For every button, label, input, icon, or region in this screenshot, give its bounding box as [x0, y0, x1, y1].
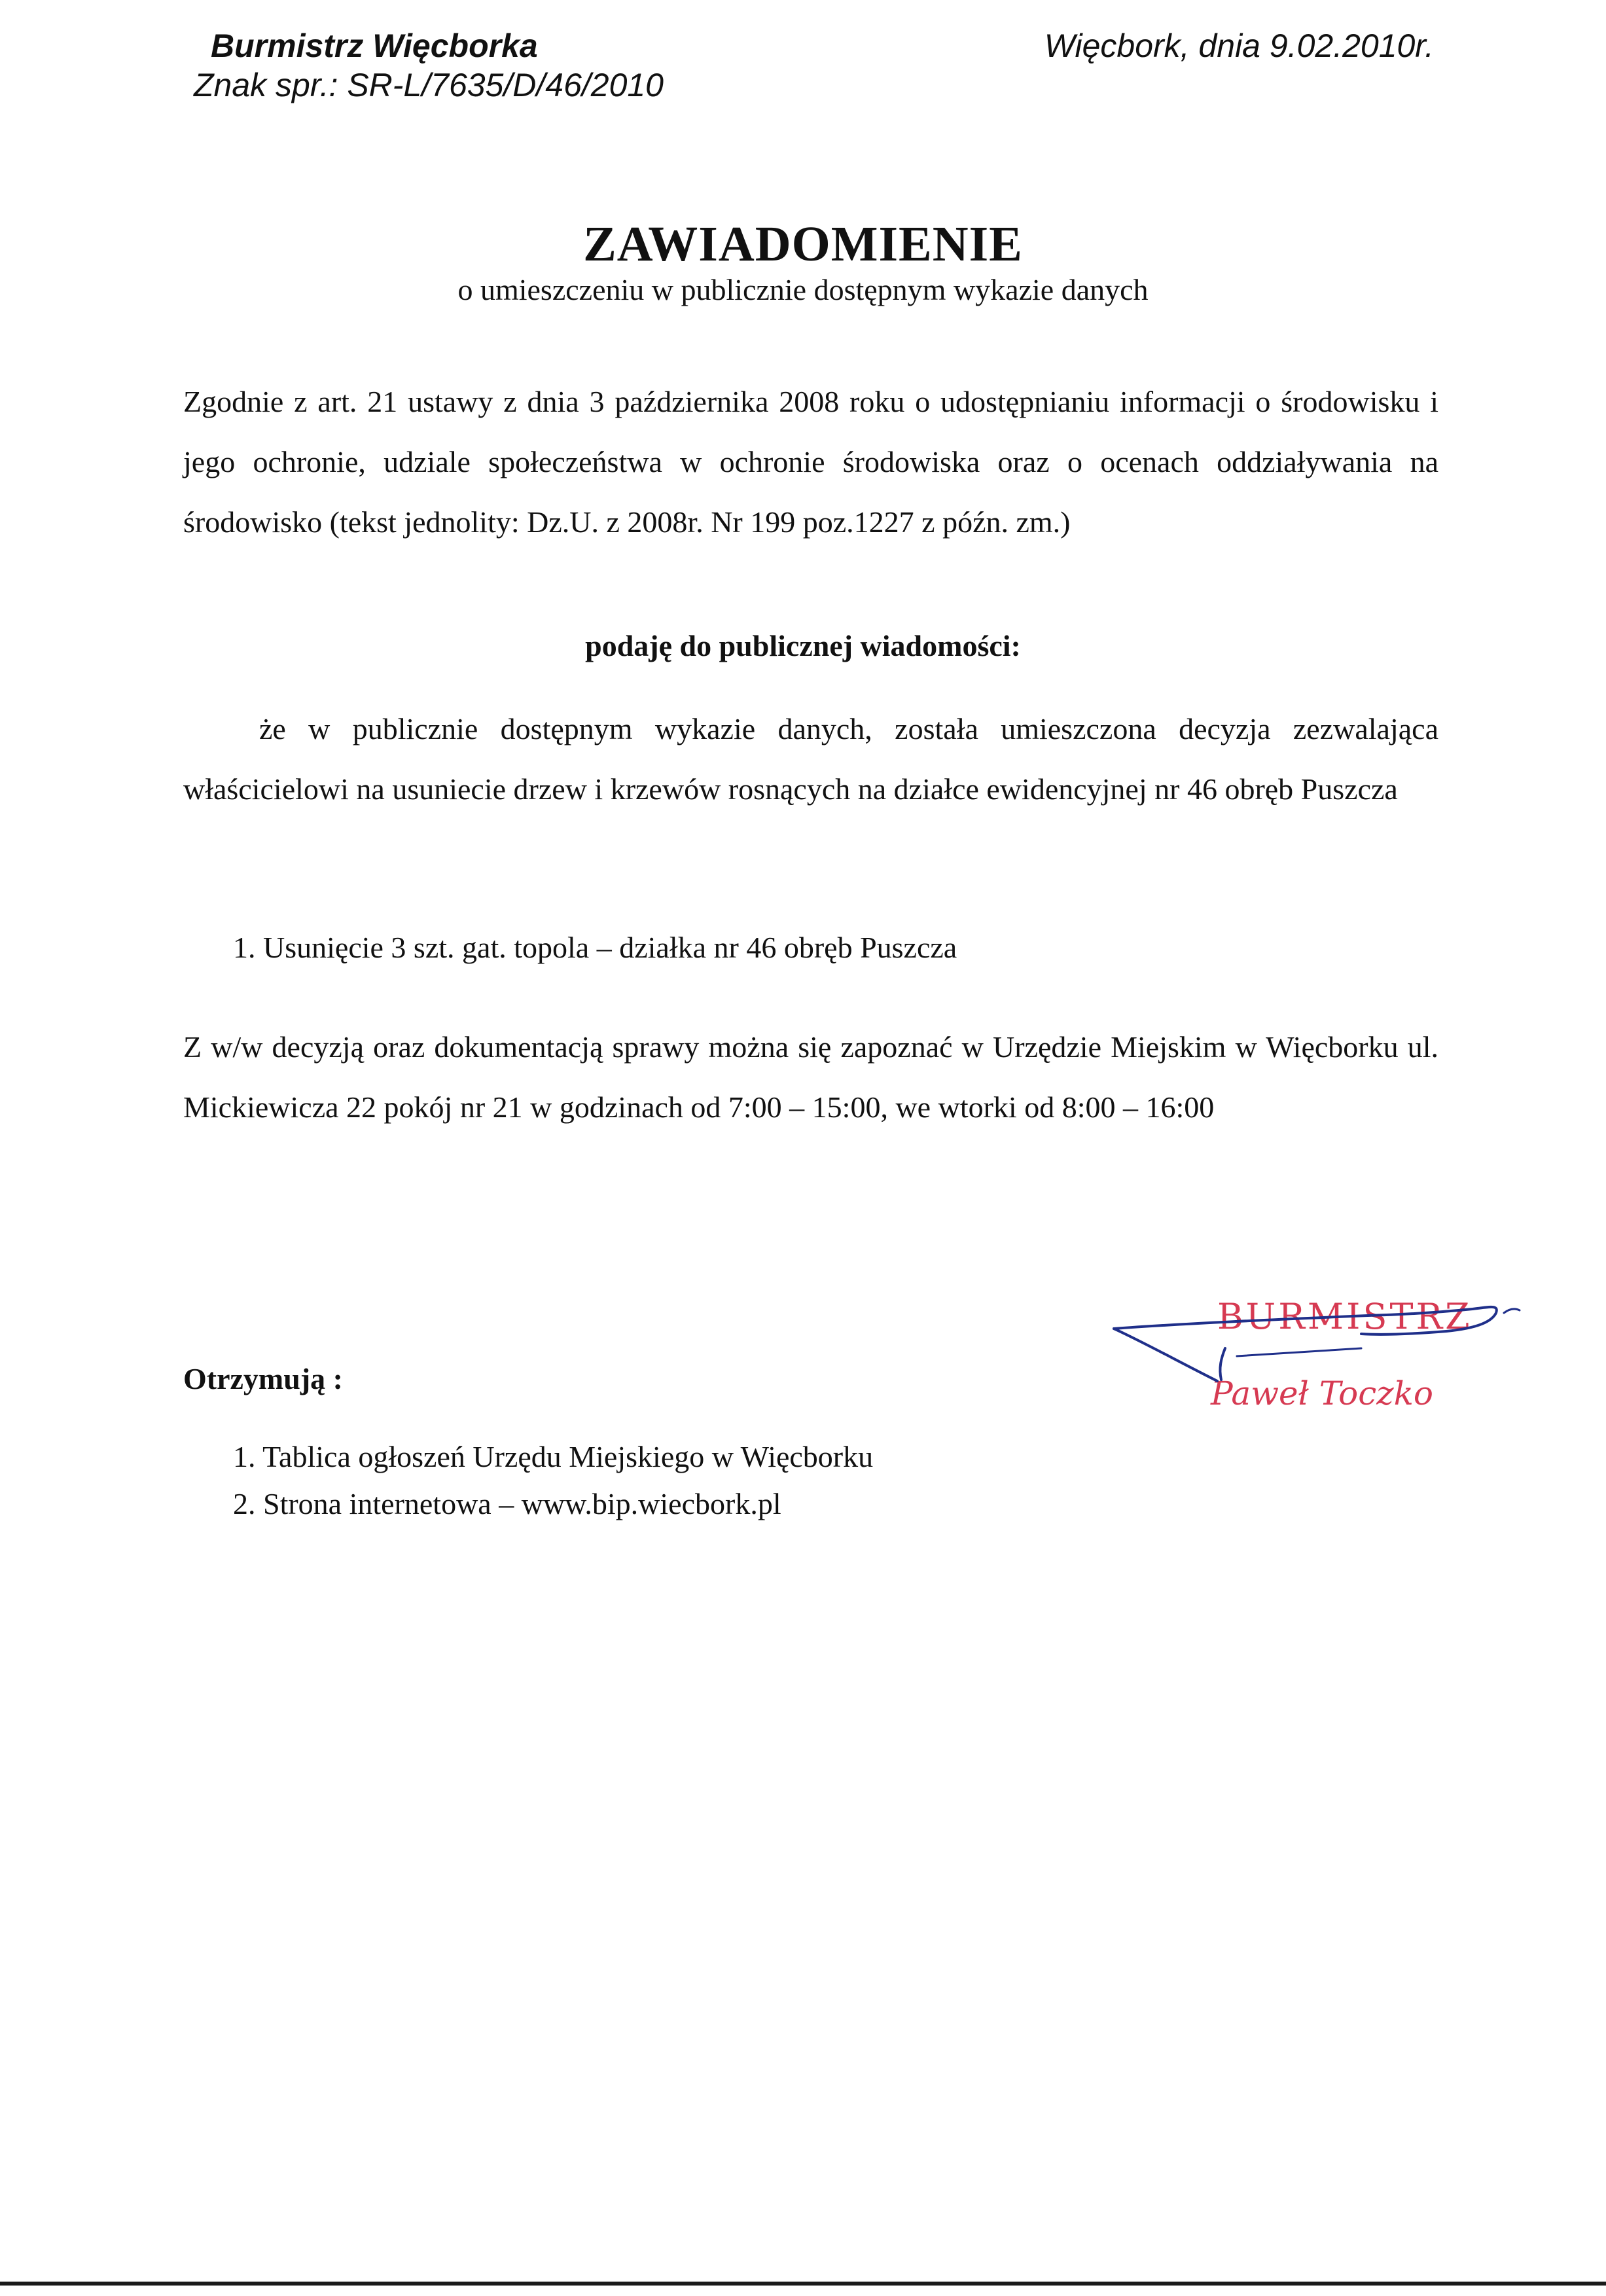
header-left — [194, 26, 664, 105]
official-stamp — [1106, 1283, 1538, 1427]
recipients-heading: Otrzymują : — [183, 1362, 343, 1395]
reference-number: Znak spr.: SR-L/7635/D/46/2010 — [194, 67, 664, 103]
scan-edge-line — [0, 2282, 1606, 2286]
place-date: Więcbork, dnia 9.02.2010r. — [1044, 27, 1434, 64]
document-subtitle: o umieszczeniu w publicznie dostępnym wykazie danych — [457, 273, 1149, 306]
decision-paragraph: że w publicznie dostępnym wykazie danych, została umieszczona decyzja zezwalająca właścicielowi na usuniecie drzew i krzewów rosnących na działce ewidencyjnej nr 46 obręb Puszcza — [183, 712, 1438, 806]
stamp-name: Paweł Toczko — [1211, 1374, 1434, 1412]
stamp-title: BURMISTRZ — [1217, 1296, 1472, 1337]
recipients-list — [233, 1433, 873, 1528]
announcement-heading: podaję do publicznej wiadomości: — [585, 629, 1021, 662]
office-name: Burmistrz Więcborka — [211, 27, 538, 64]
decision-list — [233, 923, 957, 973]
list-item: 2. Strona internetowa – www.bip.wiecbork.pl — [233, 1487, 781, 1520]
list-item: 1. Tablica ogłoszeń Urzędu Miejskiego w Więcborku — [233, 1440, 874, 1473]
document-title: ZAWIADOMIENIE — [583, 217, 1023, 272]
legal-basis-paragraph: Zgodnie z art. 21 ustawy z dnia 3 października 2008 roku o udostępnianiu informacji o środowisku i jego ochronie, udziale społeczeństwa w ochronie środowiska oraz o ocenach oddziaływania na środowisko (tekst jednolity: Dz.U. z 2008r. Nr 199 poz.1227 z późn. zm.) — [183, 385, 1438, 539]
list-item: 1. Usunięcie 3 szt. gat. topola – działka nr 46 obręb Puszcza — [233, 931, 957, 964]
information-paragraph: Z w/w decyzją oraz dokumentacją sprawy można się zapoznać w Urzędzie Miejskim w Więcborku ul. Mickiewicza 22 pokój nr 21 w godzinach od 7:00 – 15:00, we wtorki od 8:00 – 16:00 — [183, 1030, 1438, 1124]
handwritten-signature — [1106, 1283, 1538, 1427]
